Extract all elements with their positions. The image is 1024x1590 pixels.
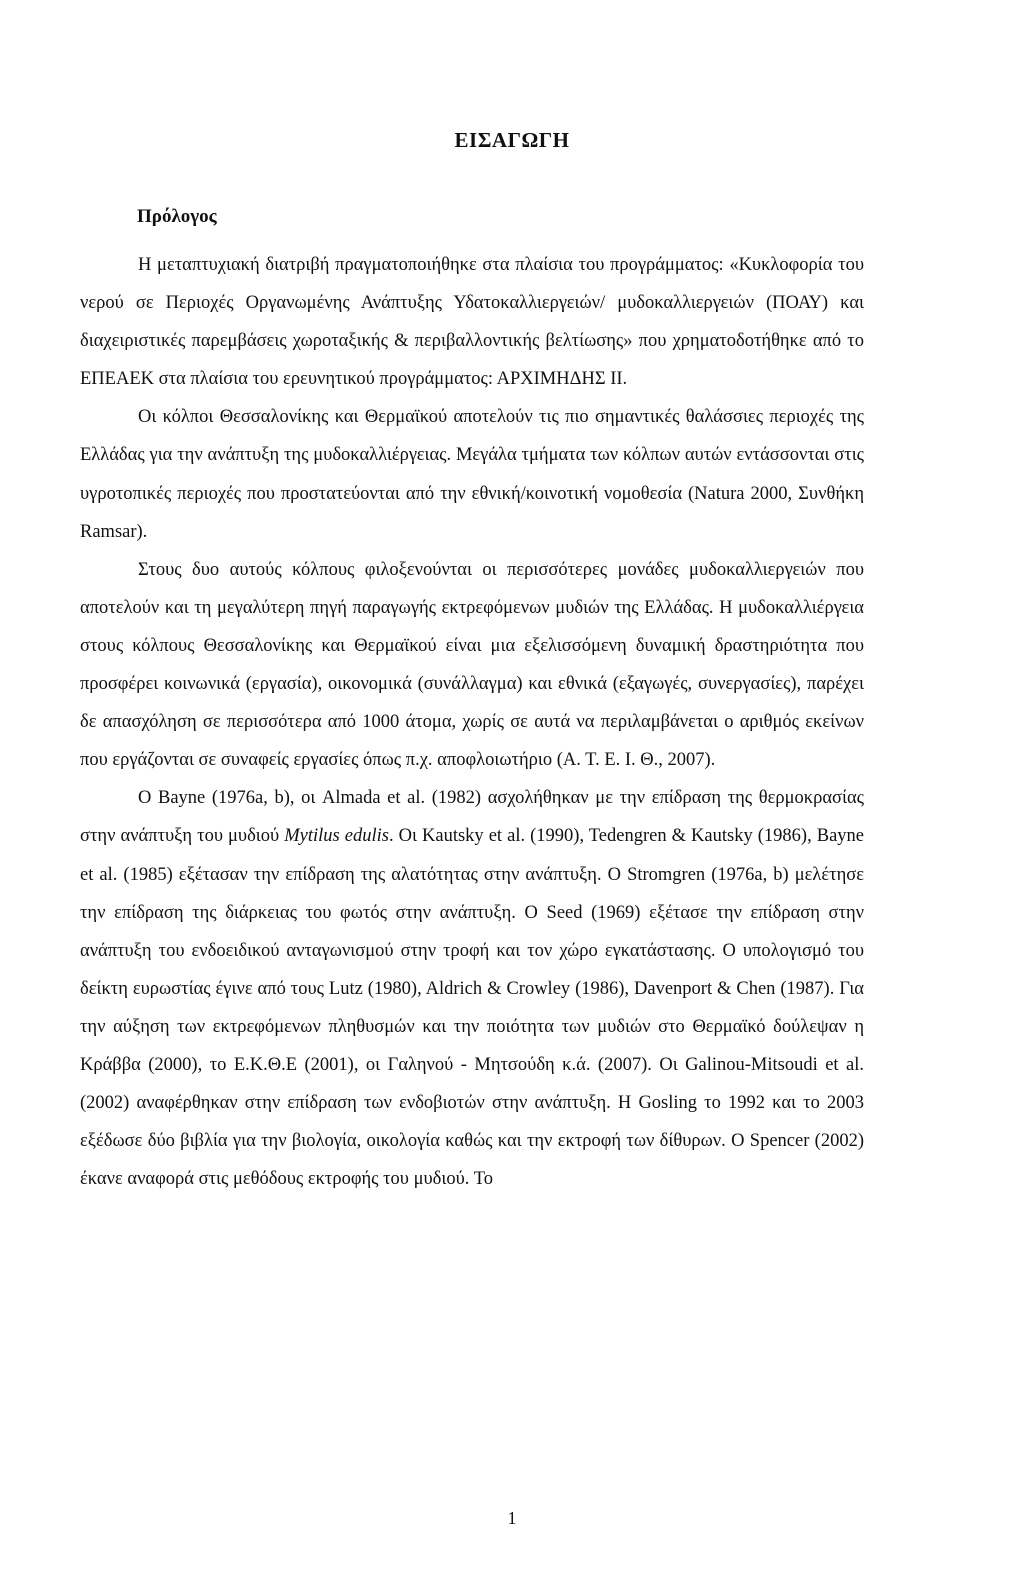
body-text [80,246,864,1198]
paragraph-text: Ο Bayne (1976a, b), οι Almada et al. (1982) ασχολήθηκαν με την επίδραση της θερμοκρασίας στην ανάπτυξη του μυδιού [80,788,864,847]
section-heading: Πρόλογος [137,206,217,227]
paragraph: Η μεταπτυχιακή διατριβή πραγματοποιήθηκε στα πλαίσια του προγράμματος: «Κυκλοφορία του νερού σε Περιοχές Οργανωμένης Ανάπτυξης Υδατοκαλλιεργειών/ μυδοκαλλιεργειών (ΠΟΑΥ) και διαχειριστικές παρεμβάσεις χωροταξικής & περιβαλλοντικής βελτίωσης» που χρηματοδοτήθηκε από το ΕΠΕΑΕΚ στα πλαίσια του ερευνητικού προγράμματος: ΑΡΧΙΜΗΔΗΣ ΙΙ. [80,255,864,390]
page-number: 1 [507,1508,517,1528]
paragraph: Στους δυο αυτούς κόλπους φιλοξενούνται οι περισσότερες μονάδες μυδοκαλλιεργειών που αποτελούν και τη μεγαλύτερη πηγή παραγωγής εκτρεφόμενων μυδιών της Ελλάδας. Η μυδοκαλλιέργεια στους κόλπους Θεσσαλονίκης και Θερμαϊκού είναι μια εξελισσόμενη δυναμική δραστηριότητα που προσφέρει κοινωνικά (εργασία), οικονομικά (συνάλλαγμα) και εθνικά (εξαγωγές, συνεργασίες), παρέχει δε απασχόληση σε περισσότερα από 1000 άτομα, χωρίς σε αυτά να περιλαμβάνεται ο αριθμός εκείνων που εργάζονται σε συναφείς εργασίες όπως π.χ. αποφλοιωτήριο (Α. Τ. Ε. Ι. Θ., 2007). [80,559,864,771]
paragraph [80,779,864,1198]
paragraph: Οι κόλποι Θεσσαλονίκης και Θερμαϊκού αποτελούν τις πιο σημαντικές θαλάσσιες περιοχές της Ελλάδας για την ανάπτυξη της μυδοκαλλιέργειας. Μεγάλα τμήματα των κόλπων αυτών εντάσσονται στις υγροτοπικές περιοχές που προστατεύονται από την εθνική/κοινοτική νομοθεσία (Natura 2000, Συνθήκη Ramsar). [80,407,864,542]
paragraph-text: . Οι Kautsky et al. (1990), Tedengren & Kautsky (1986), Bayne et al. (1985) εξέτασαν την επίδραση της αλατότητας στην ανάπτυξη. Ο Stromgren (1976a, b) μελέτησε την επίδραση της διάρκειας του φωτός στην ανάπτυξη. Ο Seed (1969) εξέτασε την επίδραση στην ανάπτυξη του ενδοειδικού ανταγωνισμού στην τροφή και τον χώρο εγκατάστασης. Ο υπολογισμό του δείκτη ευρωστίας έγινε από τους Lutz (1980), Aldrich & Crowley (1986), Davenport & Chen (1987). Για την αύξηση των εκτρεφόμενων πληθυσμών και την ποιότητα των μυδιών στο Θερμαϊκό δούλεψαν η Κράββα (2000), το Ε.Κ.Θ.Ε (2001), οι Γαληνού - Μητσούδη κ.ά. (2007). Οι Galinou-Mitsoudi et al. (2002) αναφέρθηκαν στην επίδραση των ενδοβιοτών στην ανάπτυξη. Η Gosling το 1992 και το 2003 εξέδωσε δύο βιβλία για την βιολογία, οικολογία καθώς και την εκτροφή των δίθυρων. Ο Spencer (2002) έκανε αναφορά στις μεθόδους εκτροφής του μυδιού. Το [80,826,865,1190]
chapter-title: ΕΙΣΑΓΩΓΗ [454,128,570,152]
species-name: Mytilus edulis [284,826,389,847]
